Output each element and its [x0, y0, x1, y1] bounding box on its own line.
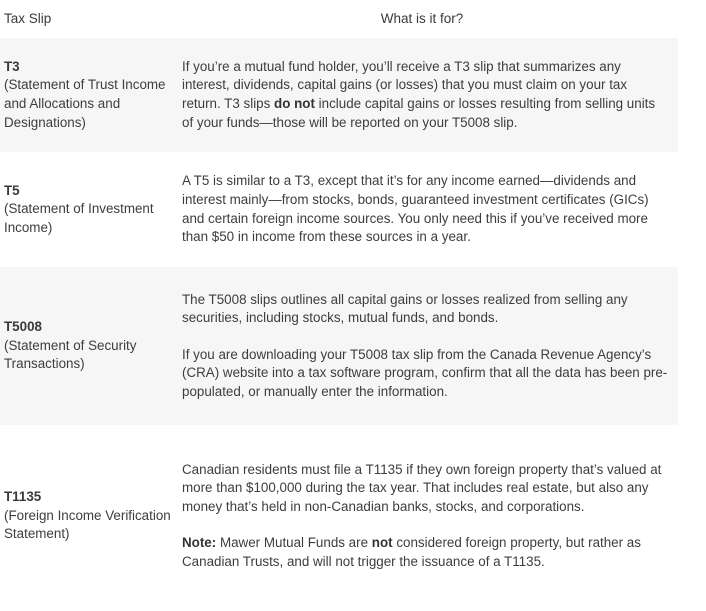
description-cell — [176, 461, 678, 572]
table-row-t1135 — [0, 425, 678, 607]
header-what-is-it-for: What is it for? — [380, 10, 464, 26]
table-header — [0, 0, 678, 38]
header-tax-slip: Tax Slip — [4, 10, 52, 26]
description: Canadian residents must file a T1135 if they own foreign property that’s valued at more than $100,000 during the tax year. That includes real estate, but also any money that’s held in non-Canadian banks, stocks, and corporations. — [182, 461, 662, 514]
description-cell — [176, 291, 678, 402]
slip-cell — [0, 58, 176, 132]
table-row-t5008 — [0, 267, 678, 425]
table-row-t5 — [0, 152, 678, 267]
slip-cell — [0, 182, 176, 238]
description: If you’re a mutual fund holder, you’ll receive a T3 slip that summarizes any interest, dividends, capital gains (or losses) that you must claim on your tax return. T3 slips do not include capital gains or losses resulting from selling units of your funds—those will be reported on your T5008 slip. — [182, 58, 656, 130]
slip-cell — [0, 488, 176, 544]
slip-code: T3 — [4, 58, 20, 74]
slip-name: (Statement of Investment Income) — [4, 201, 154, 235]
slip-name: (Foreign Income Verification Statement) — [4, 507, 171, 542]
slip-name: (Statement of Security Transactions) — [4, 337, 137, 372]
description-cell — [176, 58, 678, 132]
slip-name: (Statement of Trust Income and Allocations and Designations) — [4, 77, 166, 130]
description-cell — [176, 172, 678, 246]
slip-code: T5 — [4, 182, 20, 198]
description-cra: If you are downloading your T5008 tax slip from the Canada Revenue Agency’s (CRA) website into a tax software program, confirm that all the data has been pre-populated, or manually enter the information. — [182, 346, 668, 399]
slip-cell — [0, 318, 176, 374]
description: The T5008 slips outlines all capital gains or losses realized from selling any securities, including stocks, mutual funds, and bonds. — [182, 291, 628, 326]
note: Note: Mawer Mutual Funds are not considered foreign property, but rather as Canadian Trusts, and will not trigger the issuance of a T1135. — [182, 535, 641, 569]
table-row-t3 — [0, 38, 678, 152]
slip-code: T1135 — [4, 489, 42, 505]
slip-code: T5008 — [4, 319, 42, 335]
description: A T5 is similar to a T3, except that it’s for any income earned—dividends and interest mainly—from stocks, bonds, guaranteed investment certificates (GICs) and certain foreign income sources. You only need this if you’ve received more than $50 in income from these sources in a year. — [182, 173, 649, 245]
